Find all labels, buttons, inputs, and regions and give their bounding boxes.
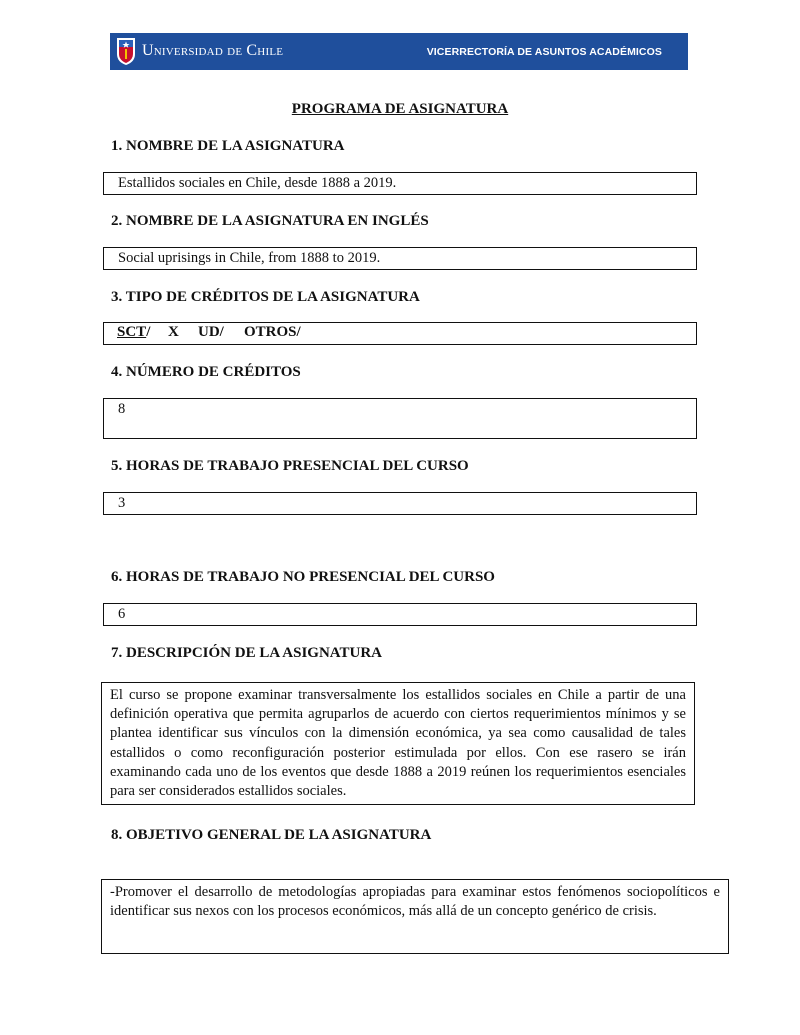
section-2-value: Social uprisings in Chile, from 1888 to 2019. [118,250,381,266]
section-4-box [103,398,697,439]
header-banner [110,33,688,70]
credit-type-mark: X [168,324,179,340]
university-crest-icon [116,37,136,66]
university-name: Universidad de Chile [142,42,284,59]
credit-type-otros: OTROS/ [244,324,301,340]
credit-type-sct-label: SCT [117,324,147,340]
section-8-heading: 8. OBJETIVO GENERAL DE LA ASIGNATURA [111,827,432,843]
section-6-box [103,603,697,626]
section-1-heading: 1. NOMBRE DE LA ASIGNATURA [111,138,345,154]
section-4-value: 8 [118,401,126,417]
section-5-box [103,492,697,515]
section-5-value: 3 [118,495,126,511]
section-3-heading: 3. TIPO DE CRÉDITOS DE LA ASIGNATURA [111,289,420,305]
section-7-heading: 7. DESCRIPCIÓN DE LA ASIGNATURA [111,645,383,661]
section-4-heading: 4. NÚMERO DE CRÉDITOS [111,364,301,380]
section-1-value: Estallidos sociales en Chile, desde 1888 a 2019. [118,175,397,191]
section-1-box [103,172,697,195]
section-3-box [103,322,697,345]
credit-type-sct [117,324,150,341]
document-title: PROGRAMA DE ASIGNATURA [291,101,509,117]
section-5-heading: 5. HORAS DE TRABAJO PRESENCIAL DEL CURSO [111,458,469,474]
office-name: VICERRECTORÍA DE ASUNTOS ACADÉMICOS [426,46,662,58]
section-6-heading: 6. HORAS DE TRABAJO NO PRESENCIAL DEL CURSO [111,569,495,585]
credit-type-sct-separator: / [146,324,151,340]
credit-type-ud: UD/ [198,324,224,340]
section-6-value: 6 [118,606,126,622]
section-2-box [103,247,697,270]
section-8-box: -Promover el desarrollo de metodologías apropiadas para examinar estos fenómenos sociopolíticos e identificar sus nexos con los procesos económicos, más allá de un concepto genérico de crisis. [101,879,729,954]
section-2-heading: 2. NOMBRE DE LA ASIGNATURA EN INGLÉS [111,213,429,229]
section-7-box: El curso se propone examinar transversalmente los estallidos sociales en Chile a partir de una definición operativa que permita agruparlos de acuerdo con ciertos requerimientos mínimos y se plantea identificar sus vínculos con la dimensión económica, ya sea como causalidad de tales estallidos o como reconfiguración posterior estimulada por ellos. Con ese rasero se irán examinando cada uno de los eventos que desde 1888 a 2019 reúnen los requerimientos esenciales para ser considerados estallidos sociales. [101,682,695,805]
